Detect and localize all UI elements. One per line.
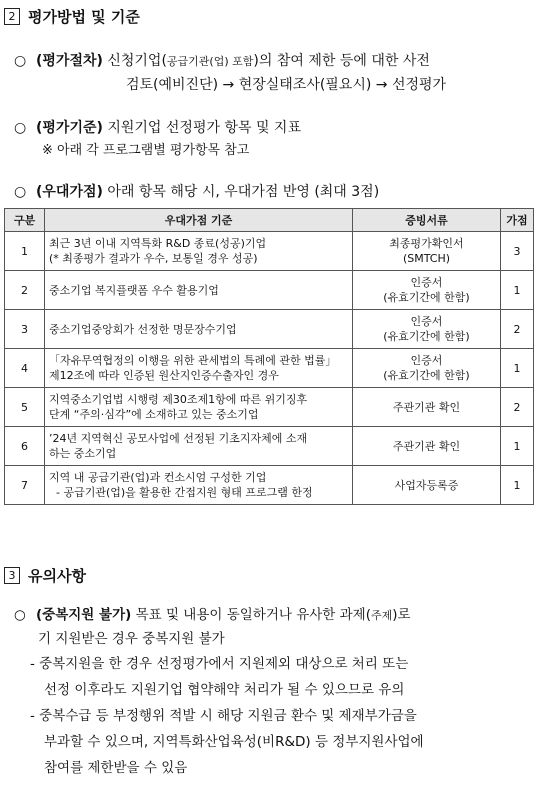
header-points: 가점 xyxy=(501,209,534,232)
dash-item: - 중복지원을 한 경우 선정평가에서 지원제외 대상으로 처리 또는 xyxy=(30,656,409,672)
dash-item-continuation: 부과할 수 있으며, 지역특화산업육성(비R&D) 등 정부지원사업에 xyxy=(44,734,424,750)
bullet-text-small: 주제 xyxy=(370,609,393,622)
table-row xyxy=(5,232,534,271)
bullet-text: )의 참여 제한 등에 대한 사전 xyxy=(253,53,430,69)
doc-line: (유효기간에 한함) xyxy=(383,330,470,343)
doc-line: 인증서 xyxy=(410,315,443,328)
section-title: 평가방법 및 기준 xyxy=(28,8,140,26)
bullet-text: 목표 및 내용이 동일하거나 유사한 과제( xyxy=(131,607,371,623)
criteria-line: 「자유무역협정의 이행을 위한 관세법의 특례에 관한 법률」 xyxy=(49,354,337,367)
doc-line: 주관기관 확인 xyxy=(392,439,461,453)
doc-line: 주관기관 확인 xyxy=(392,400,461,414)
bullet-circle: ○ xyxy=(14,184,27,200)
row-number: 4 xyxy=(5,349,45,388)
bullet-text: )로 xyxy=(392,607,411,623)
row-documents xyxy=(353,310,501,349)
row-points: 3 xyxy=(501,232,534,271)
row-documents xyxy=(353,388,501,427)
criteria-line: 단계 “주의·심각”에 소재하고 있는 중소기업 xyxy=(49,408,259,421)
doc-line: 사업자등록증 xyxy=(394,478,459,492)
row-documents xyxy=(353,232,501,271)
row-points: 1 xyxy=(501,427,534,466)
table-header-row xyxy=(5,209,534,232)
section-number-box: 3 xyxy=(4,567,20,584)
dash-item-continuation: 선정 이후라도 지원기업 협약해약 처리가 될 수 있으므로 유의 xyxy=(44,682,405,698)
row-number: 5 xyxy=(5,388,45,427)
doc-line: (SMTCH) xyxy=(402,252,451,265)
row-documents xyxy=(353,466,501,505)
criteria-line: 제12조에 따라 인증된 원산지인증수출자인 경우 xyxy=(49,369,279,382)
doc-line: 최종평가확인서 xyxy=(389,237,464,250)
section-title: 유의사항 xyxy=(28,567,86,585)
table-row xyxy=(5,388,534,427)
criteria-line: ’24년 지역혁신 공모사업에 선정된 기초지자체에 소재 xyxy=(49,432,308,445)
header-criteria: 우대가점 기준 xyxy=(45,209,353,232)
bullet-label: (평가절차) xyxy=(36,53,103,69)
section-number-box: 2 xyxy=(4,8,20,25)
row-criteria xyxy=(45,427,353,466)
section-3-heading xyxy=(4,565,86,586)
reference-note: ※ 아래 각 프로그램별 평가항목 참고 xyxy=(42,143,250,158)
bullet-text: 지원기업 선정평가 항목 및 지표 xyxy=(102,120,301,136)
row-points: 2 xyxy=(501,310,534,349)
row-documents xyxy=(353,427,501,466)
bullet-circle: ○ xyxy=(14,607,26,623)
bullet-circle: ○ xyxy=(14,120,27,136)
row-criteria xyxy=(45,232,353,271)
criteria-line: 지역 내 공급기관(업)과 컨소시엄 구성한 기업 xyxy=(49,471,267,484)
table-row xyxy=(5,271,534,310)
bonus-criteria-table xyxy=(4,208,534,505)
doc-line: (유효기간에 한함) xyxy=(383,291,470,304)
row-number: 2 xyxy=(5,271,45,310)
doc-line: 인증서 xyxy=(410,354,443,367)
row-criteria xyxy=(45,310,353,349)
row-number: 6 xyxy=(5,427,45,466)
table-row xyxy=(5,466,534,505)
bullet-label: (중복지원 불가) xyxy=(36,607,132,623)
header-documents: 증빙서류 xyxy=(353,209,501,232)
row-criteria xyxy=(45,388,353,427)
row-number: 3 xyxy=(5,310,45,349)
criteria-line: - 공급기관(업)을 활용한 간접지원 형태 프로그램 한정 xyxy=(49,486,313,499)
criteria-line: 하는 중소기업 xyxy=(49,447,117,460)
criteria-line: (* 최종평가 결과가 우수, 보통일 경우 성공) xyxy=(49,252,258,265)
criteria-line: 중소기업중앙회가 선정한 명문장수기업 xyxy=(49,322,237,336)
bullet-text: 신청기업( xyxy=(102,53,167,69)
header-category: 구분 xyxy=(5,209,45,232)
bullet-circle: ○ xyxy=(14,53,27,69)
bullet-evaluation-criteria xyxy=(14,117,301,139)
table-row xyxy=(5,310,534,349)
bullet-continuation: 기 지원받은 경우 중복지원 불가 xyxy=(38,631,225,647)
bullet-evaluation-procedure xyxy=(14,50,430,73)
criteria-line: 최근 3년 이내 지역특화 R&D 종료(성공)기업 xyxy=(49,237,267,250)
section-2-heading xyxy=(4,6,140,27)
row-criteria xyxy=(45,271,353,310)
row-points: 2 xyxy=(501,388,534,427)
criteria-line: 중소기업 복지플랫폼 우수 활용기업 xyxy=(49,283,219,297)
row-number: 1 xyxy=(5,232,45,271)
row-points: 1 xyxy=(501,349,534,388)
bullet-label: (평가기준) xyxy=(36,120,103,136)
row-criteria xyxy=(45,466,353,505)
row-points: 1 xyxy=(501,466,534,505)
dash-item: - 중복수급 등 부정행위 적발 시 해당 지원금 환수 및 제재부가금을 xyxy=(30,708,417,724)
row-criteria xyxy=(45,349,353,388)
row-documents xyxy=(353,349,501,388)
bullet-text-small: 공급기관(업) 포함 xyxy=(166,55,254,68)
doc-line: (유효기간에 한함) xyxy=(383,369,470,382)
bullet-text: 아래 항목 해당 시, 우대가점 반영 (최대 3점) xyxy=(102,184,380,200)
bullet-bonus-points xyxy=(14,181,379,203)
bullet-label: (우대가점) xyxy=(36,184,103,200)
table-row xyxy=(5,427,534,466)
bullet-continuation: 검토(예비진단) → 현장실태조사(필요시) → 선정평가 xyxy=(126,77,447,93)
doc-line: 인증서 xyxy=(410,276,443,289)
row-documents xyxy=(353,271,501,310)
dash-item-continuation: 참여를 제한받을 수 있음 xyxy=(44,760,188,776)
row-points: 1 xyxy=(501,271,534,310)
row-number: 7 xyxy=(5,466,45,505)
criteria-line: 지역중소기업법 시행령 제30조제1항에 따른 위기징후 xyxy=(49,393,308,406)
table-row xyxy=(5,349,534,388)
